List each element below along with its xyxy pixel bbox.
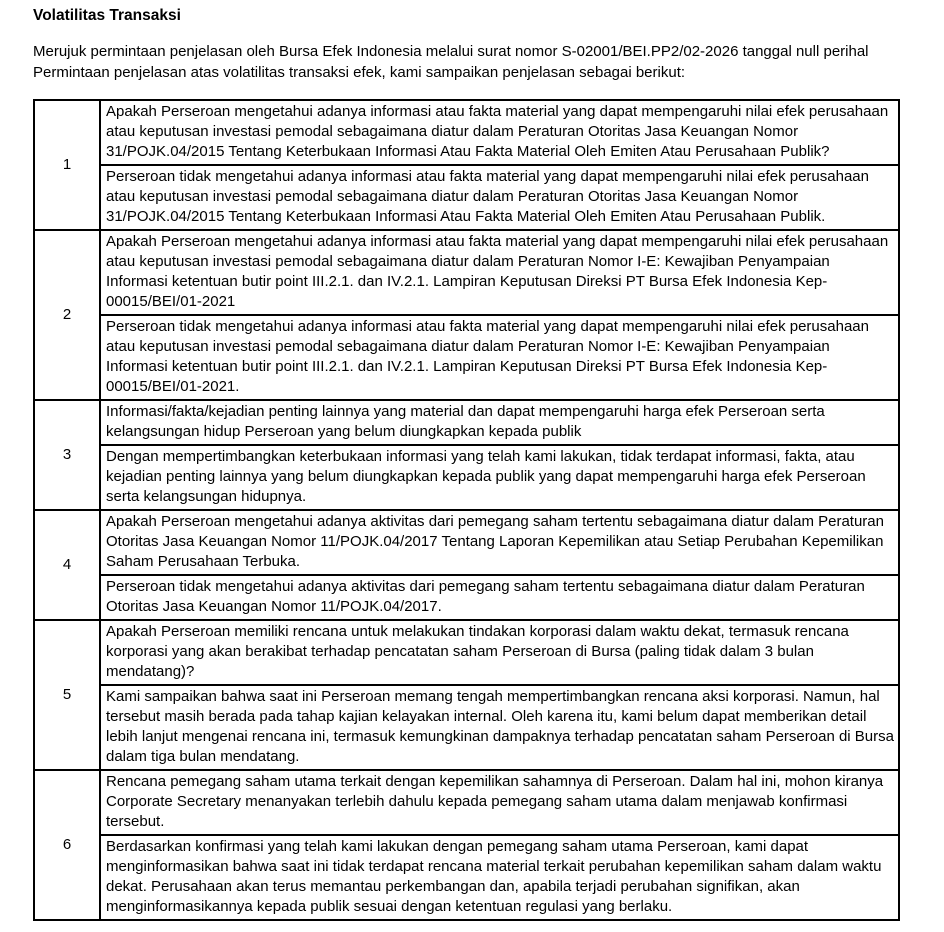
table-row: [34, 100, 899, 165]
table-row: [34, 445, 899, 510]
question-cell: Rencana pemegang saham utama terkait dengan kepemilikan sahamnya di Perseroan. Dalam hal ini, mohon kiranya Corporate Secretary menanyakan terlebih dahulu kepada pemegang saham utama dalam menjawab konfirmasi tersebut.: [100, 770, 899, 835]
table-row: [34, 315, 899, 400]
intro-paragraph: Merujuk permintaan penjelasan oleh Bursa Efek Indonesia melalui surat nomor S-02001/BEI.PP2/02-2026 tanggal null perihal Permintaan penjelasan atas volatilitas transaksi efek, kami sampaikan penjelasan sebagai berikut:: [33, 43, 869, 81]
question-cell: Apakah Perseroan mengetahui adanya aktivitas dari pemegang saham tertentu sebagaimana diatur dalam Peraturan Otoritas Jasa Keuangan Nomor 11/POJK.04/2017 Tentang Laporan Kepemilikan atau Setiap Perubahan Kepemilikan Saham Perusahaan Terbuka.: [100, 510, 899, 575]
table-row: [34, 685, 899, 770]
question-cell: Apakah Perseroan mengetahui adanya informasi atau fakta material yang dapat mempengaruhi nilai efek perusahaan atau keputusan investasi pemodal sebagaimana diatur dalam Peraturan Otoritas Jasa Keuangan Nomor 31/POJK.04/2015 Tentang Keterbukaan Informasi Atau Fakta Material Oleh Emiten Atau Perusahaan Publik?: [100, 100, 899, 165]
volatility-qa-table: [33, 99, 900, 921]
table-row: [34, 835, 899, 920]
table-row: [34, 230, 899, 315]
answer-cell: Perseroan tidak mengetahui adanya aktivitas dari pemegang saham tertentu sebagaimana diatur dalam Peraturan Otoritas Jasa Keuangan Nomor 11/POJK.04/2017.: [100, 575, 899, 620]
row-number: 3: [34, 400, 100, 510]
answer-cell: Perseroan tidak mengetahui adanya informasi atau fakta material yang dapat mempengaruhi nilai efek perusahaan atau keputusan investasi pemodal sebagaimana diatur dalam Peraturan Nomor I-E: Kewajiban Penyampaian Informasi ketentuan butir point III.2.1. dan IV.2.1. Lampiran Keputusan Direksi PT Bursa Efek Indonesia Kep-00015/BEI/01-2021.: [100, 315, 899, 400]
question-cell: Apakah Perseroan mengetahui adanya informasi atau fakta material yang dapat mempengaruhi nilai efek perusahaan atau keputusan investasi pemodal sebagaimana diatur dalam Peraturan Nomor I-E: Kewajiban Penyampaian Informasi ketentuan butir point III.2.1. dan IV.2.1. Lampiran Keputusan Direksi PT Bursa Efek Indonesia Kep-00015/BEI/01-2021: [100, 230, 899, 315]
row-number: 1: [34, 100, 100, 230]
table-row: [34, 510, 899, 575]
table-row: [34, 620, 899, 685]
question-cell: Informasi/fakta/kejadian penting lainnya yang material dan dapat mempengaruhi harga efek Perseroan serta kelangsungan hidup Perseroan yang belum diungkapkan kepada publik: [100, 400, 899, 445]
table-row: [34, 165, 899, 230]
row-number: 2: [34, 230, 100, 400]
page-title: Volatilitas Transaksi: [33, 7, 181, 24]
table-row: [34, 575, 899, 620]
row-number: 5: [34, 620, 100, 770]
question-cell: Apakah Perseroan memiliki rencana untuk melakukan tindakan korporasi dalam waktu dekat, termasuk rencana korporasi yang akan berakibat terhadap pencatatan saham Perseroan di Bursa (paling tidak dalam 3 bulan mendatang)?: [100, 620, 899, 685]
row-number: 6: [34, 770, 100, 920]
answer-cell: Berdasarkan konfirmasi yang telah kami lakukan dengan pemegang saham utama Perseroan, kami dapat menginformasikan bahwa saat ini tidak terdapat rencana material terkait perubahan kepemilikan saham dalam waktu dekat. Perusahaan akan terus memantau perkembangan dan, apabila terjadi perubahan signifikan, akan menginformasikannya kepada publik sesuai dengan ketentuan regulasi yang berlaku.: [100, 835, 899, 920]
table-row: [34, 770, 899, 835]
answer-cell: Dengan mempertimbangkan keterbukaan informasi yang telah kami lakukan, tidak terdapat informasi, fakta, atau kejadian penting lainnya yang belum diungkapkan kepada publik yang dapat mempengaruhi harga efek Perseroan serta kelangsungan hidupnya.: [100, 445, 899, 510]
answer-cell: Perseroan tidak mengetahui adanya informasi atau fakta material yang dapat mempengaruhi nilai efek perusahaan atau keputusan investasi pemodal sebagaimana diatur dalam Peraturan Otoritas Jasa Keuangan Nomor 31/POJK.04/2015 Tentang Keterbukaan Informasi Atau Fakta Material Oleh Emiten Atau Perusahaan Publik.: [100, 165, 899, 230]
row-number: 4: [34, 510, 100, 620]
answer-cell: Kami sampaikan bahwa saat ini Perseroan memang tengah mempertimbangkan rencana aksi korporasi. Namun, hal tersebut masih berada pada tahap kajian kelayakan internal. Oleh karena itu, kami belum dapat memberikan detail lebih lanjut mengenai rencana ini, termasuk kemungkinan dampaknya terhadap pencatatan saham Perseroan di Bursa dalam tiga bulan mendatang.: [100, 685, 899, 770]
table-row: [34, 400, 899, 445]
